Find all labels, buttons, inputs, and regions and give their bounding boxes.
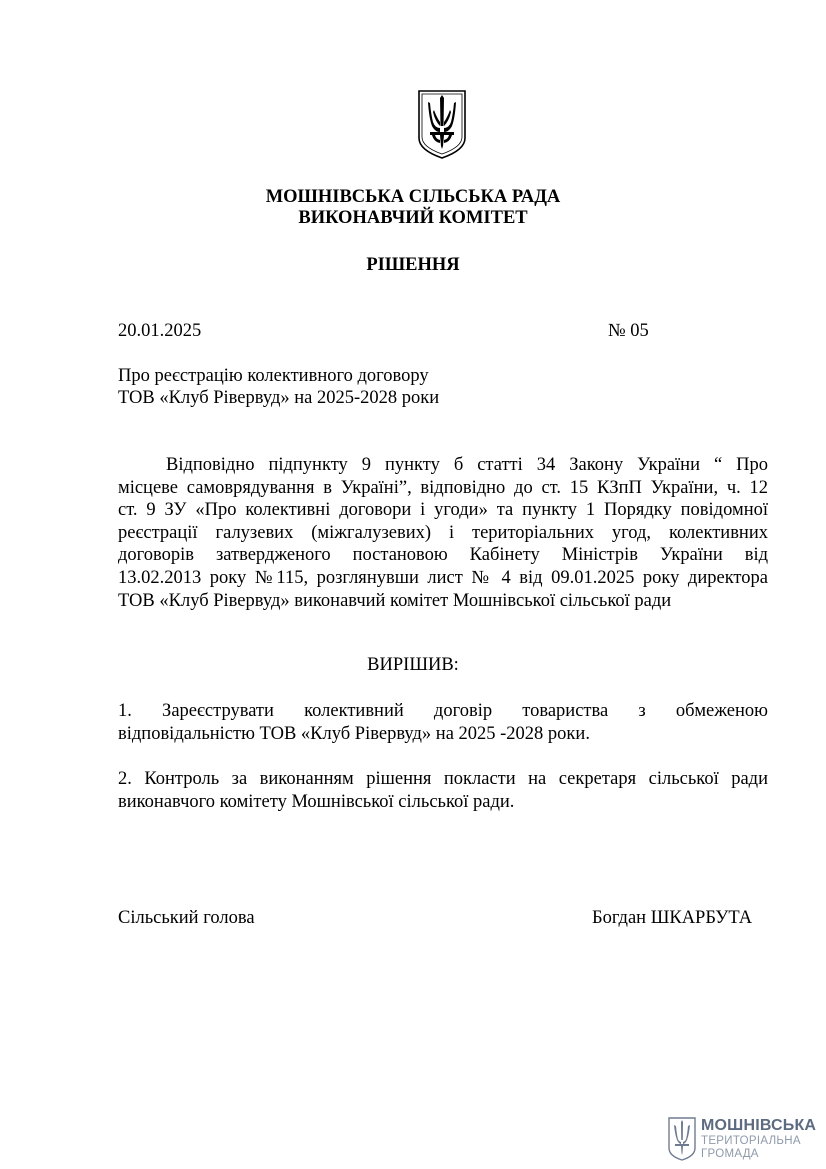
preamble-line: ТОВ «Клуб Рівервуд» виконавчий комітет Мошнівської сільської ради <box>118 590 672 611</box>
item-line: 1. Зареєструвати колективний договір товариства з обмеженою <box>118 701 768 721</box>
document-date: 20.01.2025 <box>118 321 202 341</box>
preamble-line: ст. 9 ЗУ «Про колективні договори і угоди» та пункту 1 Порядку повідомної <box>118 500 768 521</box>
resolution-item-2 <box>118 768 768 813</box>
resolved-heading: ВИРІШИВ: <box>367 655 459 675</box>
item-line: виконавчого комітету Мошнівської сільської ради. <box>118 791 515 812</box>
preamble-line: місцеве самоврядування в Україні”, відповідно до ст. 15 КЗпП України, ч. 12 <box>118 477 768 498</box>
council-name: МОШНІВСЬКА СІЛЬСЬКА РАДА <box>265 187 561 207</box>
item-line: відповідальністю ТОВ «Клуб Рівервуд» на 2025 -2028 роки. <box>118 723 590 744</box>
ukraine-trident-icon <box>416 88 468 160</box>
resolution-item-1 <box>118 700 768 745</box>
document-type: РІШЕННЯ <box>366 255 460 275</box>
subject-line-2: ТОВ «Клуб Рівервуд» на 2025-2028 роки <box>118 388 440 408</box>
logo-name: МОШНІВСЬКА <box>701 1117 817 1134</box>
preamble-line: 13.02.2013 року №115, розглянувши лист № 4 від 09.01.2025 року директора <box>118 567 768 588</box>
subject-line-1: Про реєстрацію колективного договору <box>118 366 429 386</box>
trident-logo-icon <box>667 1116 697 1162</box>
signatory-name: Богдан ШКАРБУТА <box>592 908 753 928</box>
logo-subtitle-1: ТЕРИТОРІАЛЬНА <box>701 1135 801 1147</box>
item-line: 2. Контроль за виконанням рішення покласти на секретаря сільської ради <box>118 769 768 789</box>
document-number: № 05 <box>608 321 649 341</box>
preamble-line: договорів затвердженого постановою Кабінету Міністрів України від <box>118 545 768 566</box>
logo-subtitle-2: ГРОМАДА <box>701 1148 759 1160</box>
committee-name: ВИКОНАВЧИЙ КОМІТЕТ <box>298 208 528 228</box>
preamble <box>118 454 768 612</box>
preamble-line: реєстрації галузевих (міжгалузевих) і територіальних угод, колективних <box>118 522 768 543</box>
footer-logo <box>667 1116 817 1162</box>
preamble-line: Відповідно підпункту 9 пункту б статті 34 Закону України “ Про <box>166 455 768 475</box>
signatory-title: Сільський голова <box>118 908 255 928</box>
